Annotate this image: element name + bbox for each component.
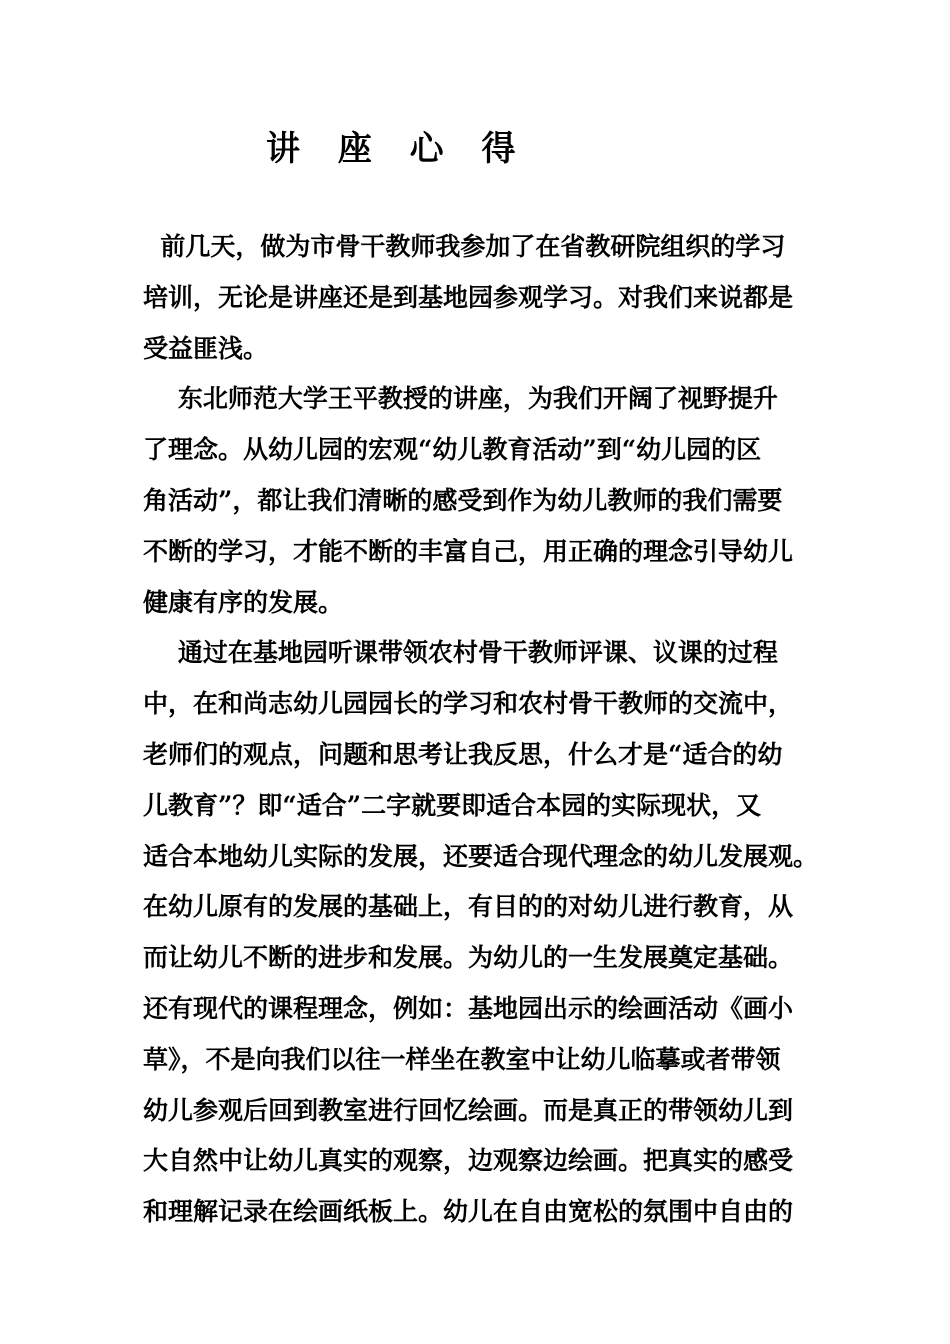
text-line: 通过在基地园听课带领农村骨干教师评课、议课的过程 [143, 638, 778, 668]
page-title: 讲 座 心 得 [266, 129, 529, 169]
text-line: 大自然中让幼儿真实的观察，边观察边绘画。把真实的感受 [143, 1146, 794, 1176]
text-line: 中，在和尚志幼儿园园长的学习和农村骨干教师的交流中， [143, 689, 794, 719]
text-line: 草》，不是向我们以往一样坐在教室中让幼儿临摹或者带领 [143, 1044, 781, 1074]
text-line: 幼儿参观后回到教室进行回忆绘画。而是真正的带领幼儿到 [143, 1095, 794, 1125]
text-line: 和理解记录在绘画纸板上。幼儿在自由宽松的氛围中自由的 [143, 1197, 794, 1227]
text-line: 受益匪浅。 [143, 333, 269, 363]
text-line: 而让幼儿不断的进步和发展。为幼儿的一生发展奠定基础。 [143, 943, 794, 973]
text-line: 在幼儿原有的发展的基础上，有目的的对幼儿进行教育，从 [143, 892, 794, 922]
text-line: 老师们的观点，问题和思考让我反思，什么才是“适合的幼 [143, 739, 783, 769]
body-text [143, 222, 833, 1238]
text-line: 培训，无论是讲座还是到基地园参观学习。对我们来说都是 [143, 282, 794, 312]
text-line: 不断的学习，才能不断的丰富自己，用正确的理念引导幼儿 [143, 536, 794, 566]
text-line: 了理念。从幼儿园的宏观“幼儿教育活动”到“幼儿园的区 [143, 435, 762, 465]
text-line: 儿教育”？即“适合”二字就要即适合本园的实际现状，又 [143, 790, 762, 820]
text-line: 东北师范大学王平教授的讲座，为我们开阔了视野提升 [143, 384, 778, 414]
text-line: 还有现代的课程理念，例如：基地园出示的绘画活动《画小 [143, 993, 794, 1023]
text-line: 适合本地幼儿实际的发展，还要适合现代理念的幼儿发展观。 [143, 841, 819, 871]
text-line: 角活动”，都让我们清晰的感受到作为幼儿教师的我们需要 [143, 485, 783, 515]
text-line: 健康有序的发展。 [143, 587, 344, 617]
text-line: 前几天，做为市骨干教师我参加了在省教研院组织的学习 [143, 232, 786, 261]
